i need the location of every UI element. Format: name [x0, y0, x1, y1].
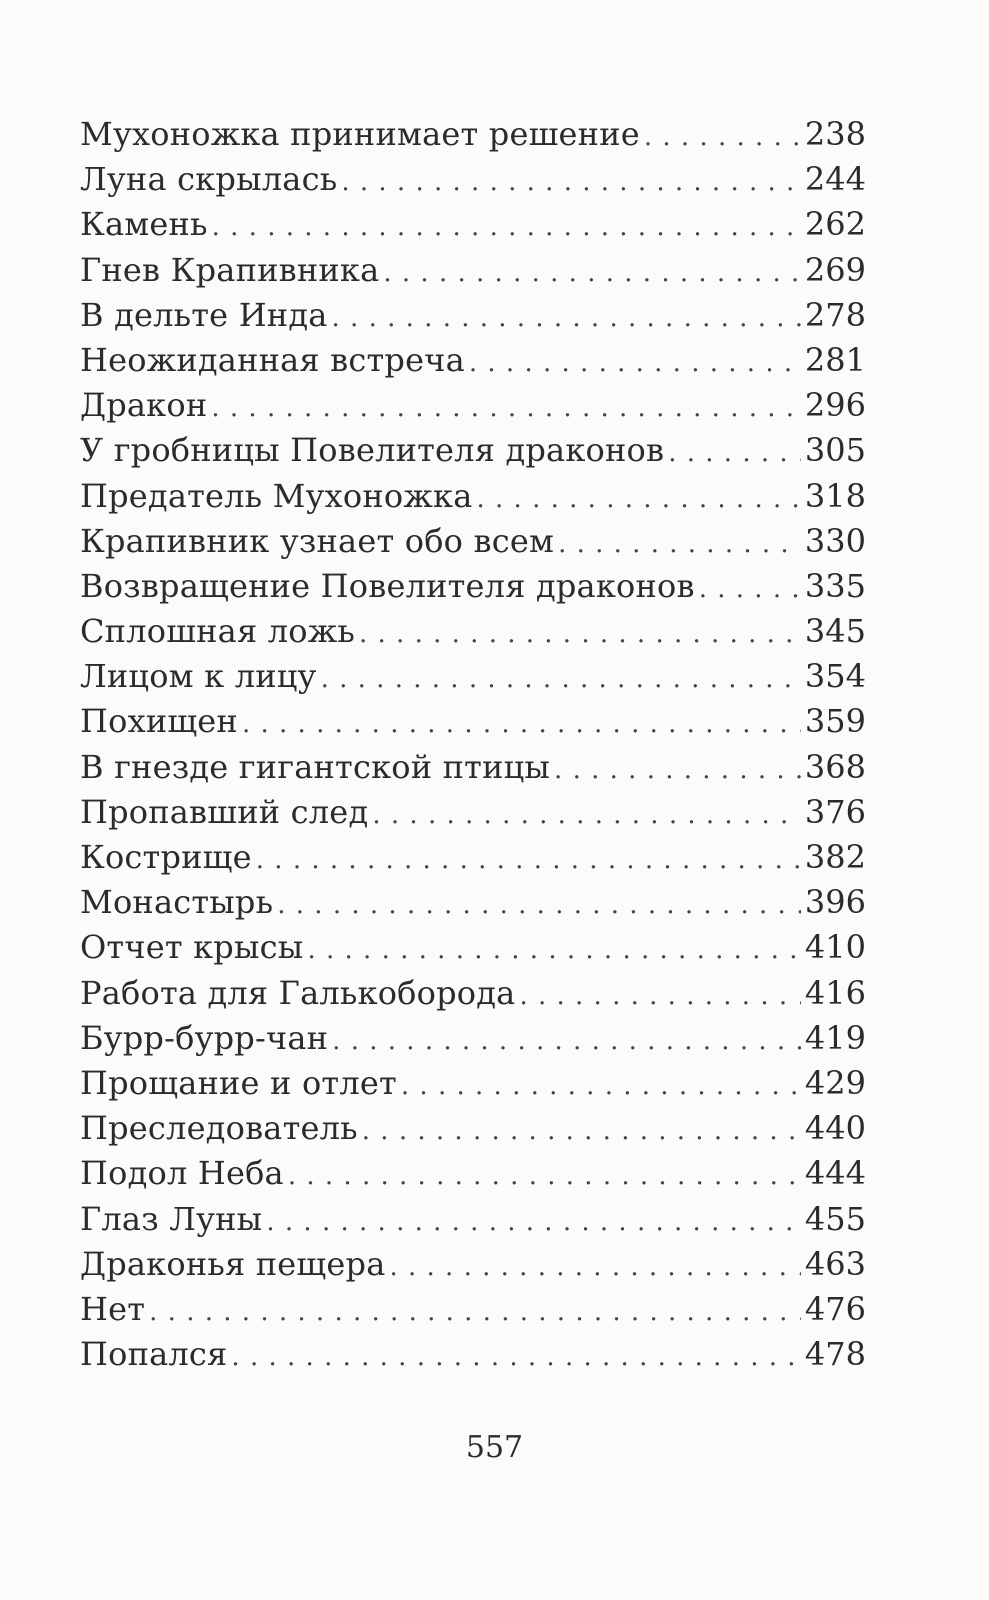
toc-entry-page: 354: [804, 657, 866, 696]
toc-entry-title: Сплошная ложь: [80, 612, 355, 651]
dot-leader: [383, 251, 801, 296]
dot-leader: [554, 748, 801, 793]
dot-leader: [242, 702, 801, 747]
toc-entry: [80, 1197, 866, 1242]
toc-entry-page: 335: [804, 566, 866, 605]
toc-entry: [80, 925, 866, 970]
toc-entry-page: 478: [804, 1335, 866, 1374]
page-number: 557: [465, 1430, 524, 1465]
toc-entry-title: Возвращение Повелителя драконов: [80, 566, 695, 605]
toc-entry-page: 305: [804, 431, 866, 470]
toc-entry-title: Преследователь: [80, 1109, 358, 1148]
dot-leader: [699, 567, 801, 612]
toc-entry-page: 368: [804, 747, 866, 786]
toc-entry: [80, 519, 866, 564]
toc-entry-title: Дракон: [80, 386, 208, 425]
dot-leader: [231, 1335, 801, 1380]
toc-entry-page: 296: [804, 386, 866, 425]
toc-entry-title: Пропавший след: [80, 792, 369, 831]
toc-entry-page: 318: [804, 476, 866, 515]
toc-entry-page: 345: [804, 612, 866, 651]
toc-entry: [80, 835, 866, 880]
toc-entry: [80, 880, 866, 925]
toc-entry-page: 429: [804, 1063, 866, 1102]
toc-entry: [80, 609, 866, 654]
toc-entry-page: 281: [804, 340, 866, 379]
toc-entry: [80, 248, 866, 293]
toc-entry-page: 269: [804, 250, 866, 289]
dot-leader: [469, 341, 801, 386]
toc-entry-title: Бурр-бурр-чан: [80, 1018, 329, 1057]
toc-entry: [80, 428, 866, 473]
toc-entry-page: 463: [804, 1244, 866, 1283]
dot-leader: [668, 431, 801, 476]
dot-leader: [389, 1245, 800, 1290]
toc-entry-title: В гнезде гигантской птицы: [80, 747, 551, 786]
toc-entry: [80, 474, 866, 519]
toc-entry: [80, 1332, 866, 1377]
table-of-contents: [80, 112, 866, 1377]
toc-entry-title: В дельте Инда: [80, 295, 328, 334]
dot-leader: [256, 838, 801, 883]
dot-leader: [644, 115, 801, 160]
toc-entry-page: 244: [804, 160, 866, 199]
toc-entry-title: Драконья пещера: [80, 1244, 386, 1283]
toc-entry-title: Прощание и отлет: [80, 1063, 397, 1102]
toc-entry-page: 455: [804, 1199, 866, 1238]
toc-entry-page: 419: [804, 1018, 866, 1057]
toc-entry: [80, 1151, 866, 1196]
dot-leader: [211, 386, 801, 431]
toc-entry-page: 262: [804, 205, 866, 244]
dot-leader: [212, 205, 801, 250]
dot-leader: [321, 657, 801, 702]
dot-leader: [519, 974, 800, 1019]
toc-entry-title: У гробницы Повелителя драконов: [80, 431, 665, 470]
toc-entry: [80, 157, 866, 202]
toc-entry-page: 359: [804, 702, 866, 741]
toc-entry-title: Нет: [80, 1289, 146, 1328]
toc-entry-title: Неожиданная встреча: [80, 340, 465, 379]
toc-entry: [80, 699, 866, 744]
toc-entry: [80, 1287, 866, 1332]
dot-leader: [362, 1109, 801, 1154]
toc-entry-page: 382: [804, 838, 866, 876]
toc-entry-page: 410: [804, 928, 866, 967]
toc-entry-title: Отчет крысы: [80, 928, 304, 967]
toc-entry-page: 238: [804, 115, 866, 153]
dot-leader: [149, 1290, 801, 1335]
toc-entry: [80, 1016, 866, 1061]
toc-entry-page: 396: [804, 883, 866, 922]
toc-entry-page: 444: [804, 1154, 866, 1193]
toc-entry-title: Подол Неба: [80, 1154, 284, 1193]
toc-entry-page: 476: [804, 1289, 866, 1328]
dot-leader: [372, 793, 801, 838]
toc-entry: [80, 790, 866, 835]
toc-entry: [80, 654, 866, 699]
toc-entry: [80, 1242, 866, 1287]
toc-entry: [80, 338, 866, 383]
toc-entry-title: Монастырь: [80, 883, 274, 922]
toc-entry-title: Крапивник узнает обо всем: [80, 521, 555, 560]
toc-entry-page: 440: [804, 1109, 866, 1148]
dot-leader: [401, 1064, 801, 1109]
toc-entry-title: Похищен: [80, 702, 238, 741]
dot-leader: [277, 883, 801, 928]
toc-entry-title: Предатель Мухоножка: [80, 476, 473, 515]
dot-leader: [341, 160, 801, 205]
toc-entry: [80, 112, 866, 157]
dot-leader: [288, 1154, 801, 1199]
dot-leader: [477, 477, 801, 522]
dot-leader: [359, 612, 801, 657]
toc-entry-title: Мухоножка принимает решение: [80, 115, 640, 153]
toc-entry: [80, 971, 866, 1016]
toc-entry: [80, 745, 866, 790]
toc-entry-title: Луна скрылась: [80, 160, 338, 199]
toc-entry-page: 278: [804, 295, 866, 334]
toc-entry: [80, 383, 866, 428]
toc-entry: [80, 1061, 866, 1106]
toc-entry: [80, 564, 866, 609]
toc-entry-title: Попался: [80, 1335, 228, 1374]
dot-leader: [266, 1200, 801, 1245]
toc-entry: [80, 1106, 866, 1151]
toc-entry-title: Лицом к лицу: [80, 657, 317, 696]
dot-leader: [332, 1019, 801, 1064]
toc-entry: [80, 202, 866, 247]
toc-entry: [80, 293, 866, 338]
toc-entry-title: Кострище: [80, 838, 252, 876]
toc-entry-page: 330: [804, 521, 866, 560]
toc-entry-title: Камень: [80, 205, 208, 244]
dot-leader: [332, 296, 801, 341]
toc-entry-title: Гнев Крапивника: [80, 250, 380, 289]
dot-leader: [558, 522, 801, 567]
toc-entry-page: 376: [804, 792, 866, 831]
dot-leader: [307, 928, 800, 973]
toc-entry-title: Глаз Луны: [80, 1199, 263, 1238]
toc-entry-title: Работа для Галькоборода: [80, 973, 516, 1012]
toc-entry-page: 416: [804, 973, 866, 1012]
